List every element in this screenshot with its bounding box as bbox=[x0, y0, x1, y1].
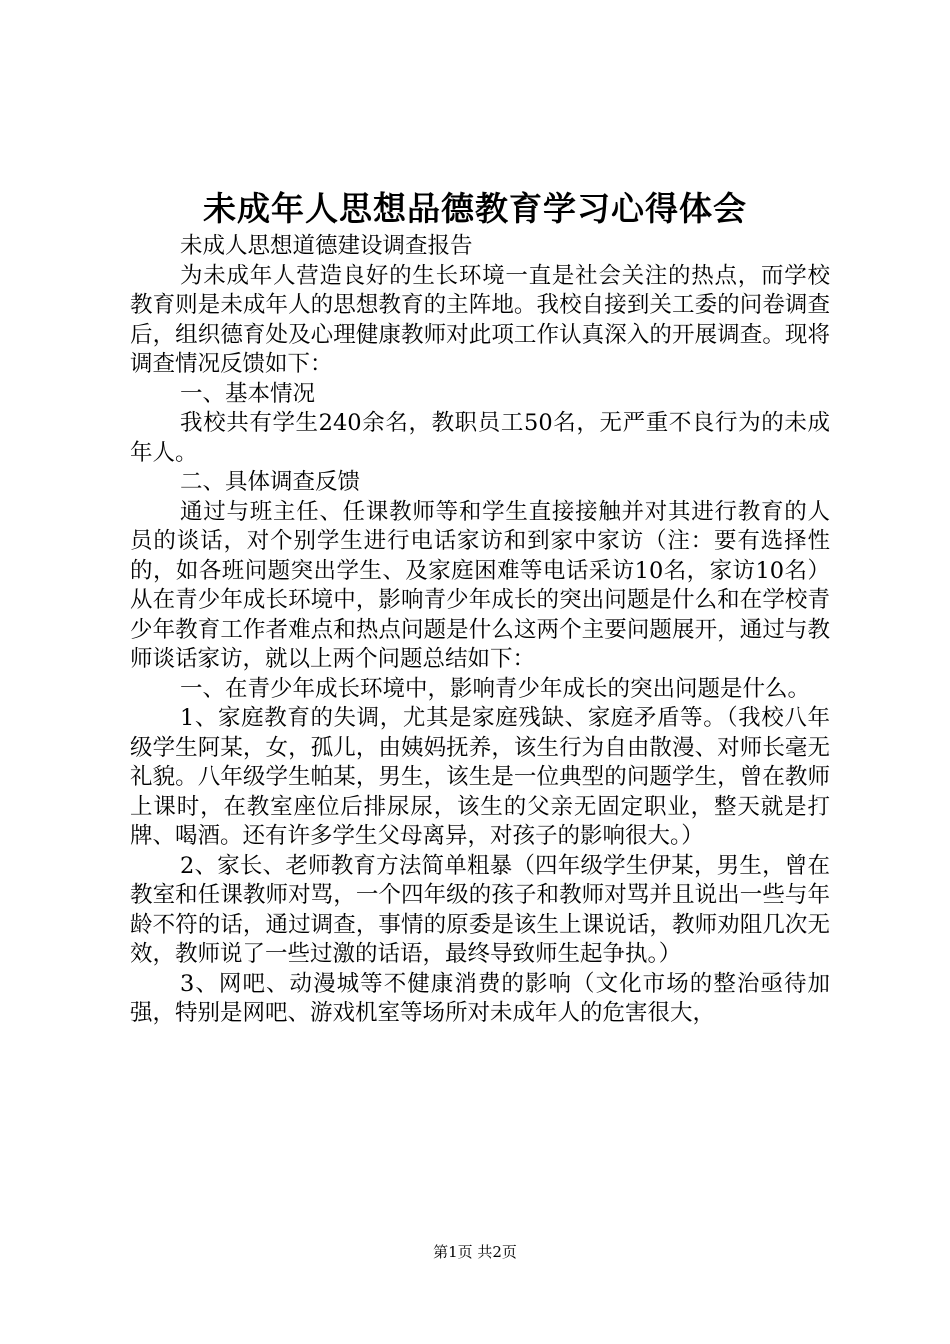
paragraph: 一、在青少年成长环境中，影响青少年成长的突出问题是什么。 bbox=[180, 675, 811, 702]
paragraph: 为未成年人营造良好的生长环境一直是社会关注的热点，而学校教育则是未成年人的思想教育的主阵地。我校自接到关工委的问卷调查后，组织德育处及心理健康教师对此项工作认真深入的开展调查。现将调查情况反馈如下： bbox=[130, 262, 830, 377]
document-body bbox=[130, 232, 830, 1029]
paragraph: 1、家庭教育的失调，尤其是家庭残缺、家庭矛盾等。（我校八年级学生阿某，女，孤儿，由姨妈抚养，该生行为自由散漫、对师长毫无礼貌。八年级学生帕某，男生，该生是一位典型的问题学生，曾在教师上课时，在教室座位后排尿尿，该生的父亲无固定职业，整天就是打牌、喝酒。还有许多学生父母离异，对孩子的影响很大。） bbox=[130, 705, 830, 849]
paragraph: 通过与班主任、任课教师等和学生直接接触并对其进行教育的人员的谈话，对个别学生进行电话家访和到家中家访（注：要有选择性的，如各班问题突出学生、及家庭困难等电话采访10名，家访10名）从在青少年成长环境中，影响青少年成长的突出问题是什么和在学校青少年教育工作者难点和热点问题是什么这两个主要问题展开，通过与教师谈话家访，就以上两个问题总结如下： bbox=[130, 498, 830, 672]
page-number-footer: 第1页 共2页 bbox=[433, 1243, 517, 1261]
paragraph: 3、网吧、动漫城等不健康消费的影响（文化市场的整治亟待加强，特别是网吧、游戏机室等场所对未成年人的危害很大， bbox=[130, 970, 830, 1026]
document-title: 未成年人思想品德教育学习心得体会 bbox=[203, 189, 747, 228]
paragraph: 我校共有学生240余名，教职员工50名，无严重不良行为的未成年人。 bbox=[130, 410, 830, 466]
section-heading: 二、具体调查反馈 bbox=[180, 469, 361, 495]
paragraph: 2、家长、老师教育方法简单粗暴（四年级学生伊某，男生，曾在教室和任课教师对骂，一个四年级的孩子和教师对骂并且说出一些与年龄不符的话，通过调查，事情的原委是该生上课说话，教师劝阻几次无效，教师说了一些过激的话语，最终导致师生起争执。） bbox=[130, 852, 830, 967]
section-heading: 一、基本情况 bbox=[180, 380, 316, 407]
paragraph: 未成人思想道德建设调查报告 bbox=[180, 233, 473, 259]
